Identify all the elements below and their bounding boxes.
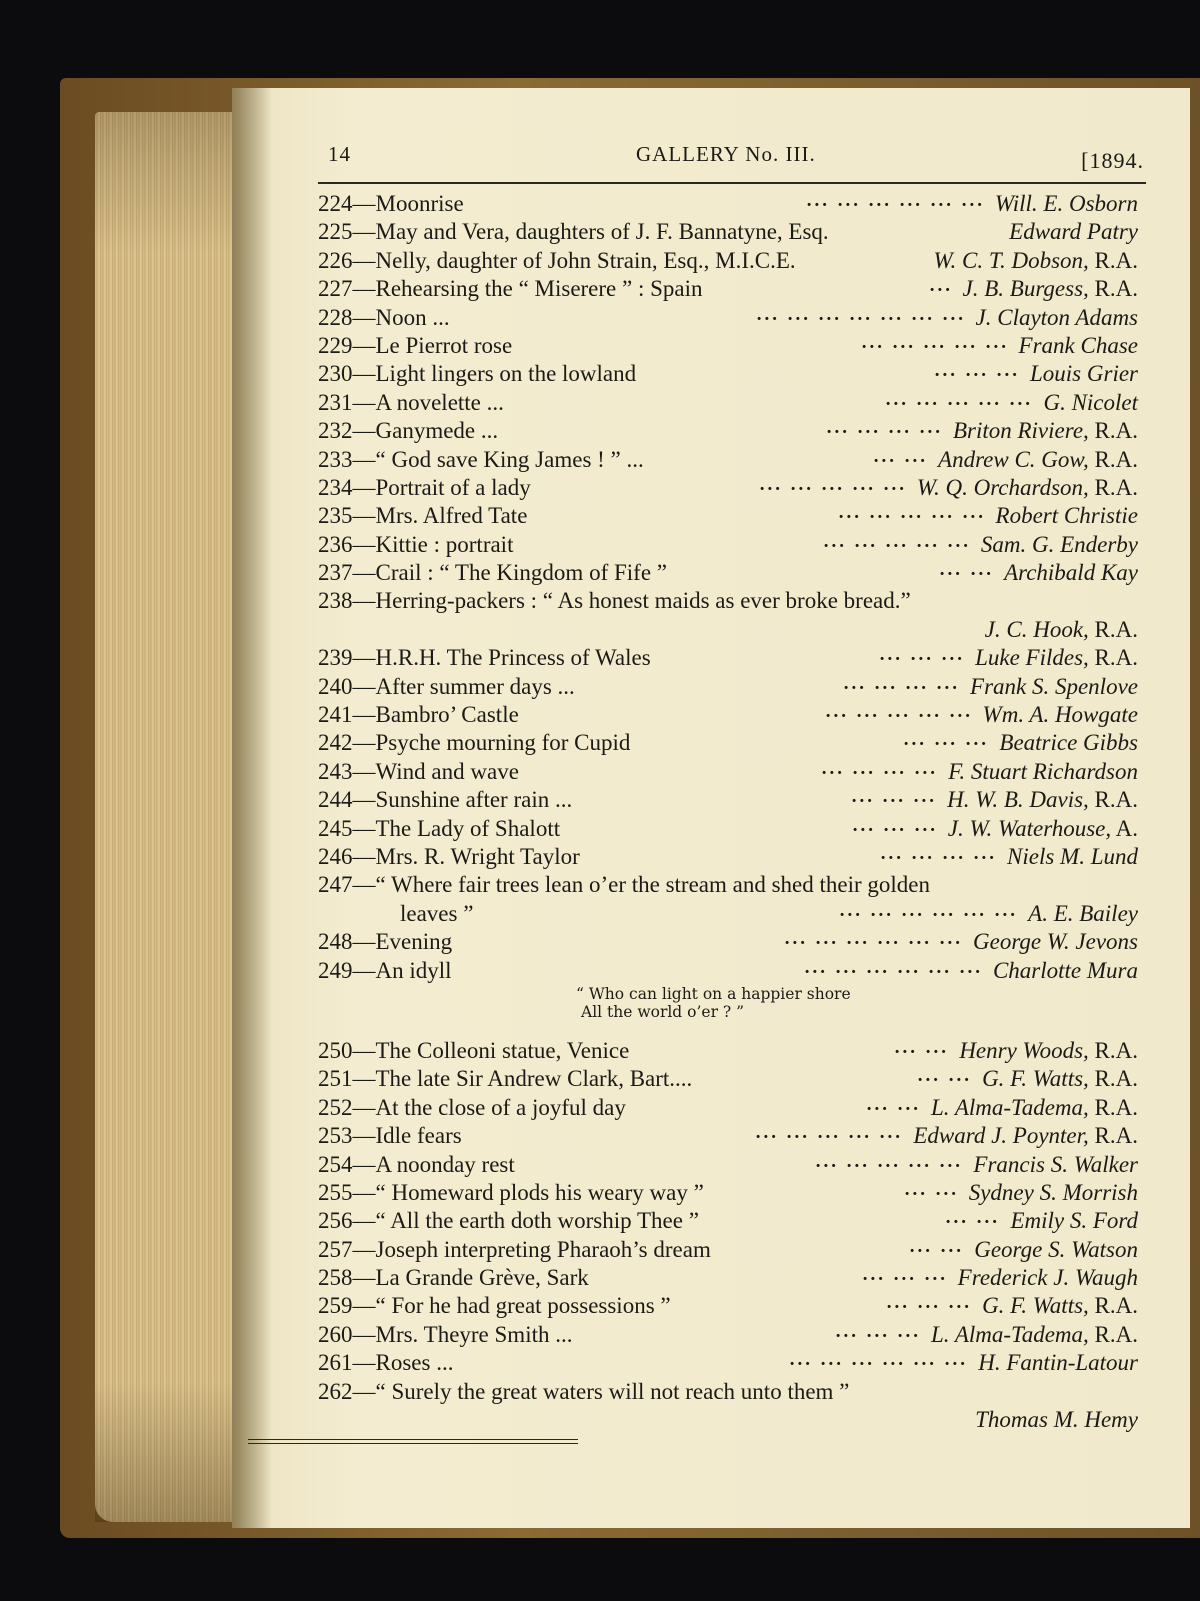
leader-dots: ... ... ... ... ... <box>838 502 986 524</box>
artist-text: Frederick J. Waugh <box>957 1265 1138 1291</box>
artist-text: F. Stuart Richardson <box>948 758 1138 784</box>
catalogue-entry <box>318 1406 1138 1434</box>
artist-text: Niels M. Lund <box>1007 843 1138 869</box>
catalogue-entry <box>318 1094 1138 1122</box>
artist-text: J. B. Burgess, <box>962 276 1089 302</box>
entry-title: 237—Crail : “ The Kingdom of Fife ” <box>318 560 667 586</box>
leader-dots: ... ... ... ... ... <box>815 1150 963 1172</box>
artist-text: Will. E. Osborn <box>994 191 1138 216</box>
artist-name <box>1007 843 1138 871</box>
artist-honour: R.A. <box>1088 1094 1138 1120</box>
leader-dots: ... ... <box>917 1065 972 1087</box>
leader-dots: ... ... ... ... ... <box>759 473 907 495</box>
leader-dots: ... ... ... ... ... <box>825 701 973 723</box>
catalogue-entry <box>318 843 1138 871</box>
artist-name <box>931 1321 1138 1349</box>
artist-name <box>1043 389 1138 417</box>
entry-title: 229—Le Pierrot rose <box>318 332 513 358</box>
catalogue-entry <box>318 1207 1138 1235</box>
catalogue-entry <box>318 531 1138 559</box>
artist-name <box>931 1094 1138 1122</box>
entry-title: 228—Noon ... <box>318 304 450 330</box>
leader-dots: ... ... <box>945 1207 1000 1229</box>
artist-text: H. W. B. Davis, <box>947 787 1089 813</box>
artist-text: Wm. A. Howgate <box>982 702 1138 728</box>
catalogue-entry <box>318 786 1138 814</box>
spine-shadow <box>232 88 272 1528</box>
artist-text: Frank Chase <box>1018 332 1138 358</box>
artist-name <box>985 616 1138 644</box>
entry-title: 246—Mrs. R. Wright Taylor <box>318 843 580 869</box>
catalogue-entry <box>318 360 1138 388</box>
catalogue-entry <box>318 190 1138 218</box>
catalogue-entry <box>318 1349 1138 1377</box>
artist-honour: R.A. <box>1088 1037 1138 1063</box>
artist-name <box>1010 1207 1138 1235</box>
leader-dots: ... ... ... ... ... <box>823 530 971 552</box>
leader-dots: ... ... <box>866 1093 921 1115</box>
artist-text: G. F. Watts, <box>982 1066 1089 1092</box>
artist-honour: R.A. <box>1088 645 1138 671</box>
catalogue-entry <box>318 900 1138 928</box>
catalogue-entry <box>318 1065 1138 1093</box>
artist-honour: A. <box>1111 815 1138 841</box>
leader-dots: ... ... <box>909 1235 964 1257</box>
artist-text: H. Fantin-Latour <box>978 1350 1138 1376</box>
artist-name <box>993 957 1138 985</box>
artist-text: Charlotte Mura <box>992 957 1138 983</box>
entry-title: 258—La Grande Grève, Sark <box>318 1265 589 1291</box>
artist-name <box>996 502 1138 530</box>
catalogue-entry <box>318 275 1138 303</box>
catalogue-entry <box>318 502 1138 530</box>
catalogue-entry <box>318 871 1138 899</box>
artist-name <box>1004 559 1138 587</box>
entry-title: 232—Ganymede ... <box>318 418 499 444</box>
artist-name <box>1030 360 1138 388</box>
leader-dots: ... ... ... ... ... <box>861 331 1009 353</box>
artist-name <box>947 786 1138 814</box>
leader-dots: ... ... ... ... ... ... <box>784 928 963 950</box>
artist-name <box>953 417 1138 445</box>
catalogue-entry <box>318 758 1138 786</box>
artist-text: G. Nicolet <box>1043 389 1138 415</box>
artist-name <box>948 758 1138 786</box>
artist-name <box>982 1065 1138 1093</box>
gallery-title: GALLERY No. III. <box>636 142 816 166</box>
artist-honour: R.A. <box>1088 418 1138 444</box>
catalogue-entry <box>318 332 1138 360</box>
catalogue-entry <box>318 1292 1138 1320</box>
entry-title: 227—Rehearsing the “ Miserere ” : Spain <box>318 276 703 302</box>
leader-dots: ... ... ... ... ... ... <box>789 1349 968 1371</box>
leader-dots: ... ... ... ... ... ... <box>804 956 983 978</box>
catalogue-list <box>318 190 1138 1434</box>
catalogue-entry <box>318 928 1138 956</box>
entry-title: 242—Psyche mourning for Cupid <box>318 730 631 756</box>
entry-title: 243—Wind and wave <box>318 758 519 784</box>
artist-honour: R.A. <box>1088 474 1138 500</box>
artist-text: J. C. Hook, <box>984 616 1089 642</box>
artist-name <box>995 190 1138 218</box>
artist-honour: R.A. <box>1088 446 1138 472</box>
entry-title: 254—A noonday rest <box>318 1151 515 1177</box>
catalogue-entry <box>318 644 1138 672</box>
closing-rule <box>248 1439 578 1444</box>
entry-title: 249—An idyll <box>318 957 452 983</box>
artist-text: Louis Grier <box>1030 361 1138 387</box>
entry-title: 224—Moonrise <box>318 191 464 216</box>
entry-title: 260—Mrs. Theyre Smith ... <box>318 1321 573 1347</box>
artist-name <box>948 815 1138 843</box>
entry-title: leaves ” <box>400 900 474 926</box>
catalogue-entry <box>318 957 1138 985</box>
catalogue-entry <box>318 1122 1138 1150</box>
catalogue-entry <box>318 1378 1138 1406</box>
catalogue-entry <box>318 673 1138 701</box>
leader-dots: ... ... <box>904 1178 959 1200</box>
artist-text: Frank S. Spenlove <box>970 673 1138 699</box>
artist-honour: R.A. <box>1088 247 1138 273</box>
artist-text: Robert Christie <box>995 503 1138 529</box>
entry-title: 234—Portrait of a lady <box>318 474 531 500</box>
artist-honour: R.A. <box>1088 616 1138 642</box>
catalogue-entry <box>318 389 1138 417</box>
leader-dots: ... ... <box>894 1036 949 1058</box>
leader-dots: ... ... ... <box>886 1292 972 1314</box>
leader-dots: ... <box>929 275 953 297</box>
artist-text: Edward Patry <box>1009 219 1138 245</box>
entry-title: 225—May and Vera, daughters of J. F. Bannatyne, Esq. <box>318 219 829 245</box>
leader-dots: ... ... ... ... <box>880 842 997 864</box>
leader-dots: ... ... ... ... ... <box>885 388 1033 410</box>
entry-title: 252—At the close of a joyful day <box>318 1094 626 1120</box>
leader-dots: ... ... ... ... <box>821 757 938 779</box>
artist-text: George S. Watson <box>974 1236 1138 1262</box>
artist-honour: R.A. <box>1088 1321 1138 1347</box>
catalogue-entry <box>318 1236 1138 1264</box>
artist-text: J. Clayton Adams <box>975 304 1138 330</box>
artist-text: Thomas M. Hemy <box>975 1407 1138 1433</box>
artist-name <box>913 1122 1138 1150</box>
entry-title: 226—Nelly, daughter of John Strain, Esq., M.I.C.E. <box>318 247 796 273</box>
leader-dots: ... ... ... ... <box>843 672 960 694</box>
entry-title: 259—“ For he had great possessions ” <box>318 1293 671 1319</box>
leader-dots: ... ... ... <box>879 644 965 666</box>
catalogue-entry <box>318 559 1138 587</box>
catalogue-entry <box>318 1321 1138 1349</box>
catalogue-entry <box>318 1037 1138 1065</box>
artist-honour: R.A. <box>1088 1123 1138 1149</box>
leader-dots: ... ... ... ... ... ... ... <box>756 303 966 325</box>
artist-name <box>969 1179 1138 1207</box>
leader-dots: ... ... ... <box>934 360 1020 382</box>
catalogue-entry <box>318 729 1138 757</box>
running-header <box>318 138 1144 176</box>
leader-dots: ... ... ... <box>862 1264 948 1286</box>
artist-text: Archibald Kay <box>1004 560 1138 586</box>
catalogue-entry <box>318 304 1138 332</box>
entry-title: 245—The Lady of Shalott <box>318 815 561 841</box>
leader-dots: ... ... ... <box>852 814 938 836</box>
catalogue-entry <box>318 701 1138 729</box>
leader-dots: ... ... ... ... ... ... <box>839 899 1018 921</box>
artist-name <box>974 1236 1138 1264</box>
artist-text: W. Q. Orchardson, <box>916 474 1089 500</box>
artist-name <box>975 644 1138 672</box>
catalogue-entry <box>318 1264 1138 1292</box>
artist-text: W. C. T. Dobson, <box>933 247 1089 273</box>
artist-text: G. F. Watts, <box>982 1293 1089 1319</box>
quote-line: All the world o’er ? ” <box>581 1002 745 1021</box>
artist-honour: R.A. <box>1088 1293 1138 1319</box>
entry-title: 244—Sunshine after rain ... <box>318 787 573 813</box>
artist-text: Henry Woods, <box>959 1037 1089 1063</box>
entry-title: 247—“ Where fair trees lean o’er the stream and shed their golden <box>318 872 931 898</box>
entry-title: 235—Mrs. Alfred Tate <box>318 503 528 529</box>
artist-text: Francis S. Walker <box>973 1151 1138 1177</box>
entry-title: 248—Evening <box>318 929 453 955</box>
catalogue-entry <box>318 1179 1138 1207</box>
catalogue-entry <box>318 446 1138 474</box>
catalogue-entry <box>318 247 1138 275</box>
artist-name <box>934 247 1139 275</box>
artist-name <box>981 531 1138 559</box>
artist-name <box>1009 218 1138 246</box>
artist-text: L. Alma-Tadema, <box>930 1321 1089 1347</box>
page-edges <box>95 112 235 1522</box>
artist-name <box>959 1037 1138 1065</box>
artist-text: Sydney S. Morrish <box>968 1179 1138 1205</box>
entry-title: 233—“ God save King James ! ” ... <box>318 446 644 472</box>
artist-name <box>938 446 1138 474</box>
artist-text: Sam. G. Enderby <box>980 531 1138 557</box>
page-content <box>318 138 1144 1433</box>
artist-name <box>963 275 1138 303</box>
artist-name <box>975 1406 1138 1434</box>
leader-dots: ... ... ... <box>903 729 989 751</box>
leader-dots: ... ... ... ... ... <box>755 1122 903 1144</box>
artist-honour: R.A. <box>1088 787 1138 813</box>
artist-text: Andrew C. Gow, <box>938 446 1089 472</box>
artist-name <box>1028 900 1138 928</box>
artist-text: J. W. Waterhouse, <box>947 815 1112 841</box>
artist-name <box>982 1292 1138 1320</box>
artist-name <box>958 1264 1138 1292</box>
entry-title: 238—Herring-packers : “ As honest maids as ever broke bread.” <box>318 588 911 614</box>
leader-dots: ... ... ... <box>835 1320 921 1342</box>
entry-title: 240—After summer days ... <box>318 673 575 699</box>
artist-name <box>983 701 1138 729</box>
artist-name <box>999 729 1138 757</box>
artist-text: Briton Riviere, <box>952 418 1089 444</box>
header-rule <box>318 182 1146 184</box>
entry-title: 262—“ Surely the great waters will not reach unto them ” <box>318 1378 850 1404</box>
entry-title: 231—A novelette ... <box>318 389 504 415</box>
entry-title: 257—Joseph interpreting Pharaoh’s dream <box>318 1236 711 1262</box>
artist-text: Emily S. Ford <box>1010 1208 1138 1234</box>
catalogue-entry <box>318 218 1138 246</box>
artist-name <box>1019 332 1138 360</box>
entry-title: 255—“ Homeward plods his weary way ” <box>318 1179 704 1205</box>
catalogue-entry <box>318 1151 1138 1179</box>
artist-name <box>973 928 1138 956</box>
catalogue-entry <box>318 474 1138 502</box>
artist-name <box>976 304 1138 332</box>
artist-text: A. E. Bailey <box>1028 900 1138 926</box>
catalogue-entry <box>318 616 1138 644</box>
entry-title: 256—“ All the earth doth worship Thee ” <box>318 1208 699 1234</box>
artist-text: Beatrice Gibbs <box>999 730 1138 756</box>
leader-dots: ... ... ... <box>851 786 937 808</box>
artist-name <box>973 1151 1138 1179</box>
artist-text: L. Alma-Tadema, <box>930 1094 1089 1120</box>
entry-title: 253—Idle fears <box>318 1123 462 1149</box>
catalogue-entry <box>318 587 1138 615</box>
artist-text: George W. Jevons <box>973 929 1138 955</box>
year-label: [1894. <box>1081 148 1144 173</box>
leader-dots: ... ... ... ... <box>826 417 943 439</box>
entry-title: 251—The late Sir Andrew Clark, Bart.... <box>318 1066 693 1092</box>
artist-honour: R.A. <box>1088 276 1138 302</box>
leader-dots: ... ... ... ... ... ... <box>806 190 985 211</box>
artist-text: Edward J. Poynter, <box>913 1123 1089 1149</box>
leader-dots: ... ... <box>939 559 994 581</box>
entry-title: 236—Kittie : portrait <box>318 531 514 557</box>
artist-honour: R.A. <box>1088 1066 1138 1092</box>
artist-name <box>978 1349 1138 1377</box>
leader-dots: ... ... <box>873 445 928 467</box>
entry-title: 250—The Colleoni statue, Venice <box>318 1037 630 1063</box>
entry-title: 241—Bambro’ Castle <box>318 702 519 728</box>
artist-text: Luke Fildes, <box>975 645 1089 671</box>
artist-name <box>970 673 1138 701</box>
artist-name <box>917 474 1138 502</box>
entry-title: 230—Light lingers on the lowland <box>318 361 637 387</box>
entry-title: 239—H.R.H. The Princess of Wales <box>318 645 651 671</box>
entry-title: 261—Roses ... <box>318 1350 454 1376</box>
catalogue-entry <box>318 417 1138 445</box>
catalogue-entry <box>318 815 1138 843</box>
quote-line: “ Who can light on a happier shore <box>576 984 851 1003</box>
verse-quote <box>318 985 1138 1037</box>
page-number: 14 <box>328 142 351 166</box>
